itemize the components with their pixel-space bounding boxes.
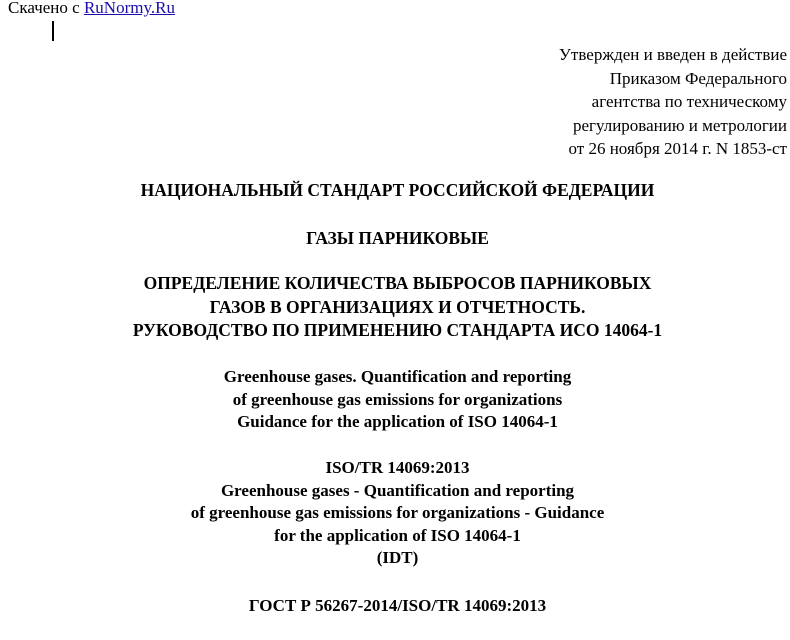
standard-heading: НАЦИОНАЛЬНЫЙ СТАНДАРТ РОССИЙСКОЙ ФЕДЕРАЦИИ <box>140 180 655 200</box>
source-line <box>8 0 175 18</box>
standard-subject: ГАЗЫ ПАРНИКОВЫЕ <box>306 228 489 248</box>
approval-line: Утвержден и введен в действие <box>558 45 787 64</box>
title-english <box>0 366 790 434</box>
approval-line: регулированию и метрологии <box>572 115 787 135</box>
runormy-link[interactable]: RuNormy.Ru <box>83 0 175 17</box>
source-prefix: Скачено с <box>8 0 84 17</box>
title-en-line: of greenhouse gas emissions for organizations <box>232 389 563 409</box>
iso-ref-line: of greenhouse gas emissions for organizations - Guidance <box>190 503 605 522</box>
text-cursor <box>52 21 54 41</box>
gost-designation: ГОСТ Р 56267-2014/ISO/TR 14069:2013 <box>248 596 547 615</box>
iso-reference <box>0 457 790 570</box>
title-en-line: Greenhouse gases. Quantification and reporting <box>223 367 572 386</box>
iso-ref-line: Greenhouse gases - Quantification and reporting <box>220 480 575 500</box>
iso-ref-line: (IDT) <box>376 548 419 567</box>
approval-block <box>559 43 787 161</box>
approval-line: Приказом Федерального <box>609 68 787 88</box>
title-ru-line: ОПРЕДЕЛЕНИЕ КОЛИЧЕСТВА ВЫБРОСОВ ПАРНИКОВЫХ <box>143 273 652 293</box>
iso-ref-line: for the application of ISO 14064-1 <box>274 525 521 545</box>
title-russian <box>0 272 790 343</box>
approval-line: от 26 ноября 2014 г. N 1853-ст <box>568 139 787 158</box>
approval-line: агентства по техническому <box>591 92 787 111</box>
title-ru-line: РУКОВОДСТВО ПО ПРИМЕНЕНИЮ СТАНДАРТА ИСО 14064-1 <box>132 320 663 340</box>
title-en-line: Guidance for the application of ISO 14064-1 <box>237 412 558 431</box>
iso-ref-line: ISO/TR 14069:2013 <box>325 458 470 477</box>
title-ru-line: ГАЗОВ В ОРГАНИЗАЦИЯХ И ОТЧЕТНОСТЬ. <box>209 296 586 317</box>
